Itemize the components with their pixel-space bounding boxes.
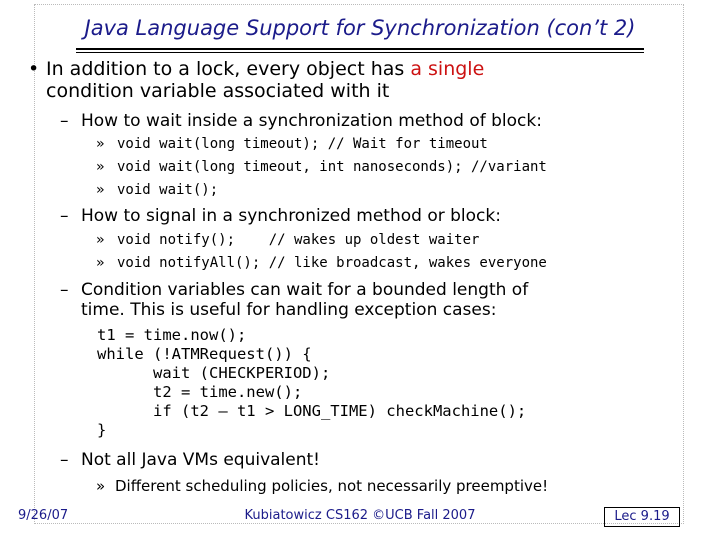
sub-bullet-wait bbox=[60, 111, 700, 133]
code-text: void wait(long timeout); // Wait for timeout bbox=[117, 136, 488, 152]
code-text: void notify(); // wakes up oldest waiter bbox=[117, 232, 480, 248]
wait-code-list bbox=[96, 133, 696, 202]
sub-bullet-signal bbox=[60, 206, 700, 228]
code-line bbox=[96, 133, 696, 156]
code-text: void notifyAll(); // like broadcast, wakes everyone bbox=[117, 255, 547, 271]
code-block-line: t2 = time.new(); bbox=[97, 383, 303, 401]
sub-marker: – bbox=[60, 280, 69, 300]
code-block-line: } bbox=[97, 421, 107, 439]
signal-code-list bbox=[96, 229, 696, 275]
sub-bullet-line-1: Condition variables can wait for a bounded length of bbox=[81, 280, 529, 300]
sub-bullet-line-2: time. This is useful for handling exception cases: bbox=[81, 300, 497, 320]
title-underline bbox=[76, 48, 644, 50]
vms-detail bbox=[96, 476, 696, 496]
code-marker: » bbox=[96, 232, 105, 248]
code-marker: » bbox=[96, 255, 105, 271]
footer-course: Kubiatowicz CS162 ©UCB Fall 2007 bbox=[244, 508, 476, 523]
code-marker: » bbox=[96, 182, 105, 198]
code-block-line: t1 = time.now(); bbox=[97, 326, 247, 344]
code-line bbox=[96, 156, 696, 179]
sub-bullet-text: Not all Java VMs equivalent! bbox=[81, 450, 320, 470]
sub-marker: – bbox=[60, 450, 69, 470]
code-line bbox=[96, 252, 696, 275]
code-text: void wait(long timeout, int nanoseconds); //variant bbox=[117, 159, 547, 175]
bullet-line-1-text: In addition to a lock, every object has bbox=[46, 58, 411, 80]
detail-text: Different scheduling policies, not necessarily preemptive! bbox=[115, 477, 549, 495]
bullet-highlight: a single bbox=[410, 58, 485, 80]
sub-marker: – bbox=[60, 206, 69, 226]
sub-marker: – bbox=[60, 111, 69, 131]
title-underline-thin bbox=[76, 52, 644, 53]
slide-title: Java Language Support for Synchronization (con’t 2) bbox=[84, 16, 636, 40]
bullet-line-2: condition variable associated with it bbox=[46, 80, 390, 102]
code-line bbox=[96, 179, 696, 202]
detail-marker: » bbox=[96, 477, 106, 495]
code-block-line: wait (CHECKPERIOD); bbox=[97, 364, 331, 382]
bullet-line-1 bbox=[46, 58, 484, 80]
bullet-marker: • bbox=[28, 58, 40, 80]
footer-lecture-number: Lec 9.19 bbox=[604, 507, 680, 527]
footer-date: 9/26/07 bbox=[18, 508, 69, 523]
sub-bullet-bounded-wait bbox=[60, 280, 700, 322]
sub-bullet-text: How to signal in a synchronized method or block: bbox=[81, 206, 501, 226]
code-block-line: if (t2 – t1 > LONG_TIME) checkMachine(); bbox=[97, 402, 527, 420]
example-code-block bbox=[97, 326, 697, 440]
sub-bullet-vms bbox=[60, 450, 700, 472]
code-marker: » bbox=[96, 136, 105, 152]
code-text: void wait(); bbox=[117, 182, 219, 198]
code-block-line: while (!ATMRequest()) { bbox=[97, 345, 312, 363]
main-bullet bbox=[28, 58, 708, 102]
sub-bullet-text: How to wait inside a synchronization method of block: bbox=[81, 111, 542, 131]
code-line bbox=[96, 229, 696, 252]
code-marker: » bbox=[96, 159, 105, 175]
